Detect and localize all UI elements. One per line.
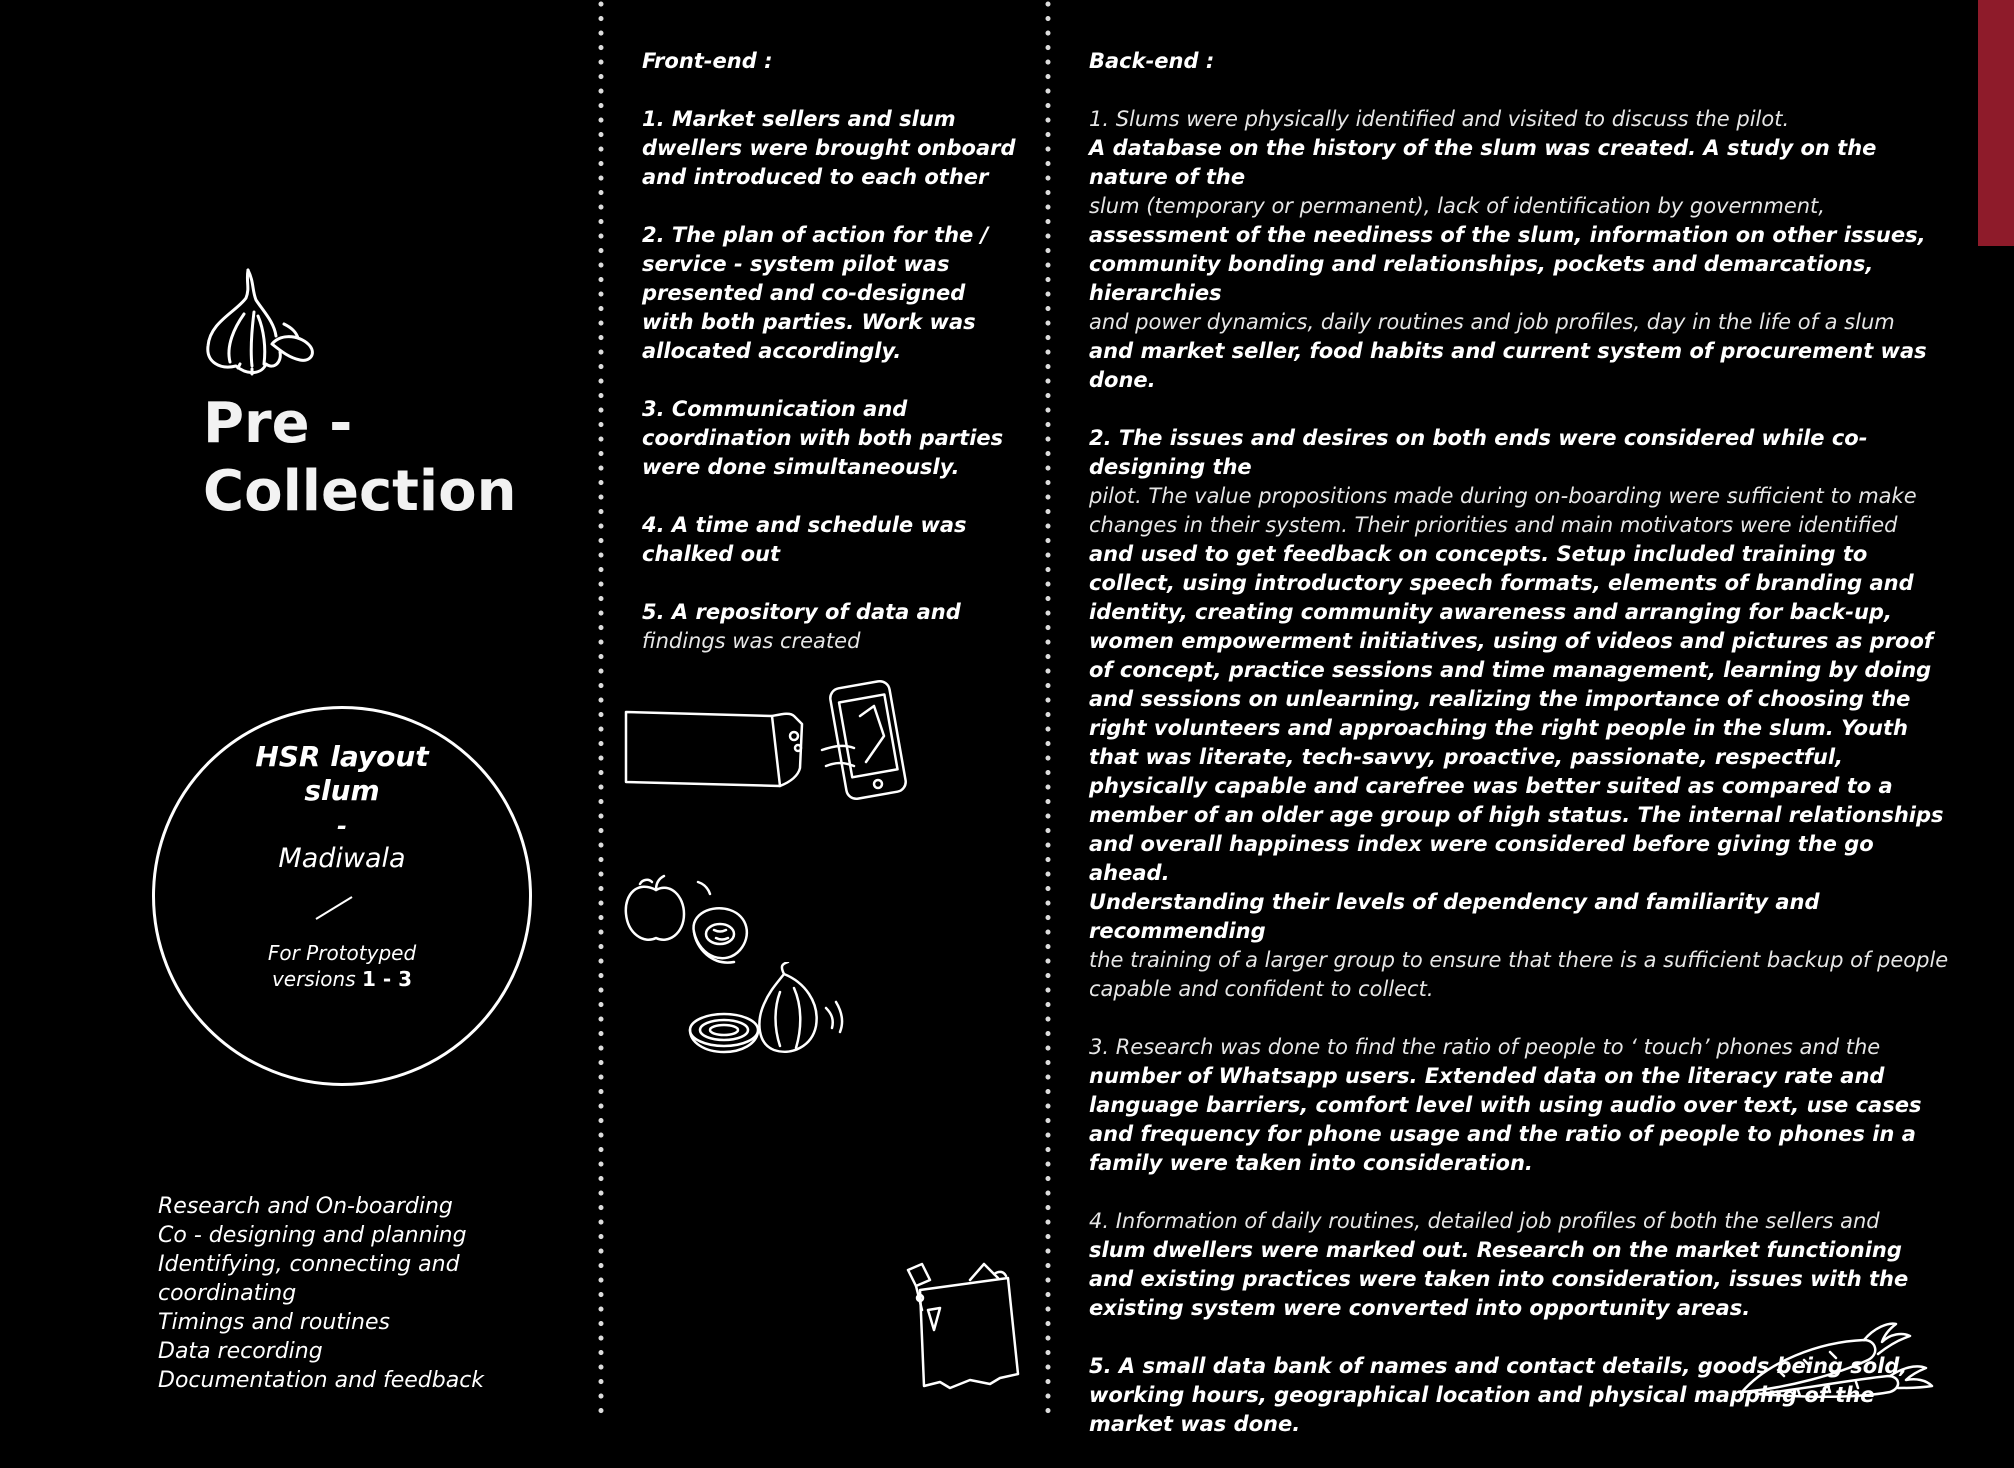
note-icon (900, 1260, 1030, 1404)
back-end-item-5: 5. A small data bank of names and contact details, goods being sold, working hours, geographical location and physical mapping of the market was done. (1089, 1354, 1908, 1436)
location-subtitle: Madiwala (278, 843, 406, 874)
accent-bar (1978, 0, 2014, 246)
page-title (203, 390, 516, 526)
location-title: HSR layout slum (255, 740, 429, 807)
front-end-item5-bold: 5. A repository of data and (642, 600, 961, 624)
title-line-2: Collection (203, 459, 517, 524)
role-item: Research and On-boarding (158, 1194, 453, 1219)
text-run: number of Whatsapp users. Extended data on the literacy rate and language barriers, comfort level with using audio over text, use cases and frequency for phone usage and the ratio of people to phones in a family were taken into consideration. (1089, 1064, 1922, 1175)
role-item: Documentation and feedback (158, 1368, 485, 1393)
prototype-versions: 1 - 3 (361, 967, 413, 991)
text-run: slum (temporary or permanent), lack of identification by government, (1089, 194, 1825, 218)
front-end-item: 4. A time and schedule was chalked out (642, 513, 967, 566)
role-item: Timings and routines (158, 1310, 390, 1335)
dotted-divider-right (1044, 0, 1052, 1422)
front-end-item5-light: findings was created (642, 629, 861, 653)
back-end-column (1089, 47, 1949, 1468)
role-item: Data recording (158, 1339, 323, 1364)
front-end-column (642, 47, 1022, 685)
garlic-icon (200, 266, 320, 386)
carrot-icon (1738, 1318, 1934, 1402)
text-run: the training of a larger group to ensure that there is a sufficient backup of people capable and confident to collect. (1089, 948, 1949, 1001)
text-run: assessment of the neediness of the slum, information on other issues, community bonding and relationships, pockets and demarcations, hierarchies (1089, 223, 1926, 305)
title-line-1: Pre - (203, 391, 353, 456)
text-run: slum dwellers were marked out. Research on the market functioning and existing practices were taken into consideration, issues with the existing system were converted into opportunity areas. (1089, 1238, 1909, 1320)
back-end-item-3 (1089, 1033, 1949, 1178)
role-item: coordinating (158, 1281, 297, 1306)
front-end-item: 3. Communication and coordination with both parties were done simultaneously. (642, 397, 1004, 479)
onion-icon (684, 962, 854, 1066)
text-run: A database on the history of the slum was created. A study on the nature of the (1089, 136, 1877, 189)
role-item: Co - designing and planning (158, 1223, 467, 1248)
roles-list (158, 1192, 498, 1395)
text-run: and market seller, food habits and current system of procurement was done. (1089, 339, 1927, 392)
role-item: Identifying, connecting and (158, 1252, 460, 1277)
hand-phone-icon (622, 676, 922, 810)
text-run: 4. Information of daily routines, detailed job profiles of both the sellers and (1089, 1209, 1880, 1233)
back-end-item-2 (1089, 424, 1949, 1004)
front-end-heading: Front-end : (642, 49, 773, 73)
back-end-item-1 (1089, 105, 1949, 395)
prototype-note-text: For Prototyped versions (267, 941, 417, 991)
front-end-item (642, 598, 1022, 656)
front-end-item: 1. Market sellers and slum dwellers were brought onboard and introduced to each other (642, 107, 1016, 189)
text-run: and used to get feedback on concepts. Setup included training to collect, using introductory speech formats, elements of branding and identity, creating community awareness and arranging for back-up, women empowerment initiatives, using of videos and pictures as proof of concept, practice sessions and time management, learning by doing and sessions on unlearning, realizing the importance of choosing the right volunteers and approaching the right people in the slum. Youth that was literate, tech-savvy, proactive, passionate, respectful, physically capable and carefree was better suited as compared to a member of an older age group of high status. The internal relationships and overall happiness index were considered before giving the go ahead. (1089, 542, 1944, 885)
back-end-item-4 (1089, 1207, 1949, 1323)
text-run: Understanding their levels of dependency and familiarity and recommending (1089, 890, 1820, 943)
text-run: 1. Slums were physically identified and visited to discuss the pilot. (1089, 107, 1790, 131)
text-run: pilot. The value propositions made during on-boarding were sufficient to make changes in their system. Their priorities and main motivators were identified (1089, 484, 1917, 537)
slash-divider (314, 893, 354, 923)
prototype-note (232, 940, 452, 992)
back-end-heading: Back-end : (1089, 49, 1215, 73)
dotted-divider-left (597, 0, 605, 1422)
location-dash: - (337, 812, 347, 840)
text-run: 3. Research was done to find the ratio of people to ‘ touch’ phones and the (1089, 1035, 1881, 1059)
text-run: and power dynamics, daily routines and job profiles, day in the life of a slum (1089, 310, 1895, 334)
text-run: 2. The issues and desires on both ends were considered while co-designing the (1089, 426, 1868, 479)
front-end-item: 2. The plan of action for the / service - system pilot was presented and co-designed with both parties. Work was allocated accordingly. (642, 223, 989, 363)
